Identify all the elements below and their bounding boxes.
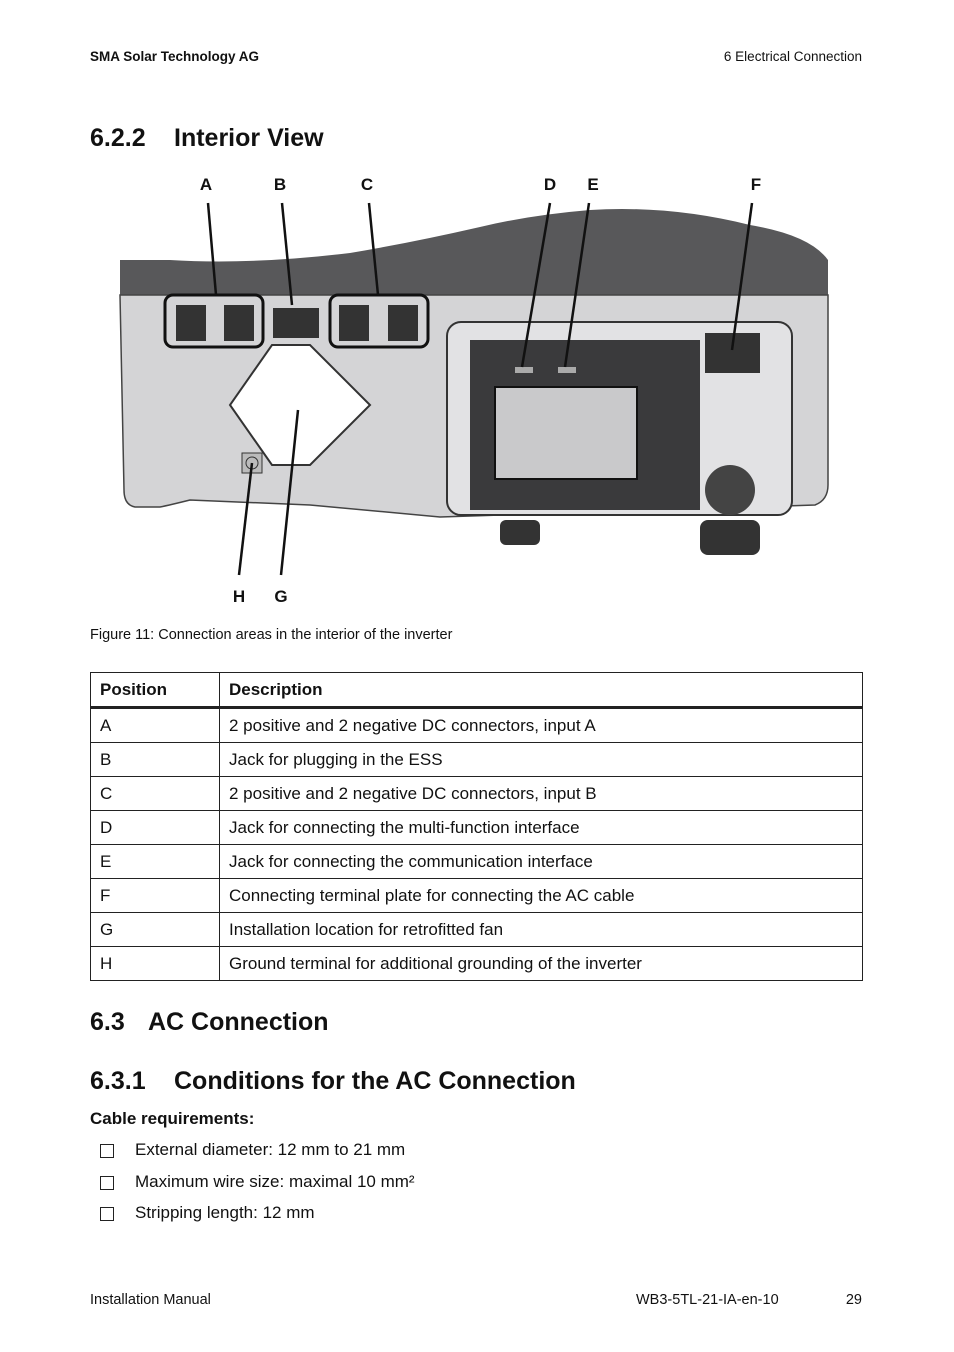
list-item: [100, 1140, 415, 1172]
description-cell: Installation location for retrofitted fan: [220, 913, 863, 947]
list-item-text: Stripping length: 12 mm: [135, 1203, 315, 1222]
checkbox-icon: [100, 1176, 114, 1190]
communication-jack: [558, 367, 576, 373]
description-cell: Connecting terminal plate for connecting the AC cable: [220, 879, 863, 913]
section-heading-6-3: [90, 1008, 329, 1037]
label-a: A: [199, 175, 213, 194]
position-cell: A: [91, 708, 220, 743]
header-chapter: 6 Electrical Connection: [723, 49, 862, 64]
position-cell: E: [91, 845, 220, 879]
label-g: G: [274, 587, 288, 606]
table-row: [91, 879, 863, 913]
section-number: 6.3: [90, 1008, 125, 1036]
inverter-interior-figure: [110, 165, 840, 615]
section-title: Conditions for the AC Connection: [174, 1067, 576, 1095]
table-row: [91, 708, 863, 743]
position-cell: C: [91, 777, 220, 811]
section-heading-6-2-2: [90, 124, 324, 153]
section-number: 6.2.2: [90, 124, 146, 152]
dc-connector-icon: [224, 305, 254, 341]
list-item-text: Maximum wire size: maximal 10 mm²: [135, 1171, 415, 1191]
table-row: [91, 777, 863, 811]
table-row: [91, 947, 863, 981]
section-number: 6.3.1: [90, 1067, 146, 1095]
section-title: AC Connection: [148, 1008, 329, 1036]
position-table: [90, 672, 863, 981]
ess-jack: [273, 308, 319, 338]
table-row: [91, 913, 863, 947]
list-item: [100, 1203, 415, 1235]
description-cell: 2 positive and 2 negative DC connectors, input A: [220, 708, 863, 743]
inverter-drawing: [110, 165, 840, 615]
description-cell: Jack for connecting the multi-function interface: [220, 811, 863, 845]
label-e: E: [587, 175, 599, 194]
footer-doc-id: WB3-5TL-21-IA-en-10: [636, 1292, 779, 1308]
table-header-row: [91, 673, 863, 708]
position-cell: D: [91, 811, 220, 845]
section-title: Interior View: [174, 124, 324, 152]
board-display: [495, 387, 637, 479]
cable-gland: [500, 520, 540, 545]
figure-caption: Figure 11: Connection areas in the interior of the inverter: [90, 627, 453, 643]
inverter-lid: [120, 209, 828, 295]
dc-connector-icon: [388, 305, 418, 341]
multifunction-jack: [515, 367, 533, 373]
position-cell: G: [91, 913, 220, 947]
checkbox-icon: [100, 1144, 114, 1158]
section-heading-6-3-1: [90, 1067, 576, 1096]
cable-gland: [700, 520, 760, 555]
table-row: [91, 743, 863, 777]
position-cell: F: [91, 879, 220, 913]
position-cell: H: [91, 947, 220, 981]
description-cell: Ground terminal for additional grounding of the inverter: [220, 947, 863, 981]
list-item-text: External diameter: 12 mm to 21 mm: [135, 1140, 406, 1159]
label-h: H: [232, 587, 246, 606]
table-row: [91, 845, 863, 879]
description-cell: Jack for connecting the communication interface: [220, 845, 863, 879]
dc-connector-icon: [339, 305, 369, 341]
label-f: F: [750, 175, 762, 194]
ac-cable-gland: [705, 465, 755, 515]
footer-manual: Installation Manual: [90, 1292, 211, 1308]
table-row: [91, 811, 863, 845]
description-cell: Jack for plugging in the ESS: [220, 743, 863, 777]
label-b: B: [273, 175, 287, 194]
column-header-position: Position: [91, 673, 220, 708]
list-item: [100, 1172, 415, 1204]
label-c: C: [360, 175, 374, 194]
position-cell: B: [91, 743, 220, 777]
cable-requirements-title: Cable requirements:: [90, 1109, 255, 1128]
column-header-description: Description: [220, 673, 863, 708]
label-d: D: [543, 175, 557, 194]
description-cell: 2 positive and 2 negative DC connectors, input B: [220, 777, 863, 811]
checkbox-icon: [100, 1207, 114, 1221]
dc-connector-icon: [176, 305, 206, 341]
cable-requirements-list: [100, 1140, 415, 1235]
footer-page-number: 29: [845, 1292, 862, 1308]
header-company: SMA Solar Technology AG: [90, 49, 260, 64]
